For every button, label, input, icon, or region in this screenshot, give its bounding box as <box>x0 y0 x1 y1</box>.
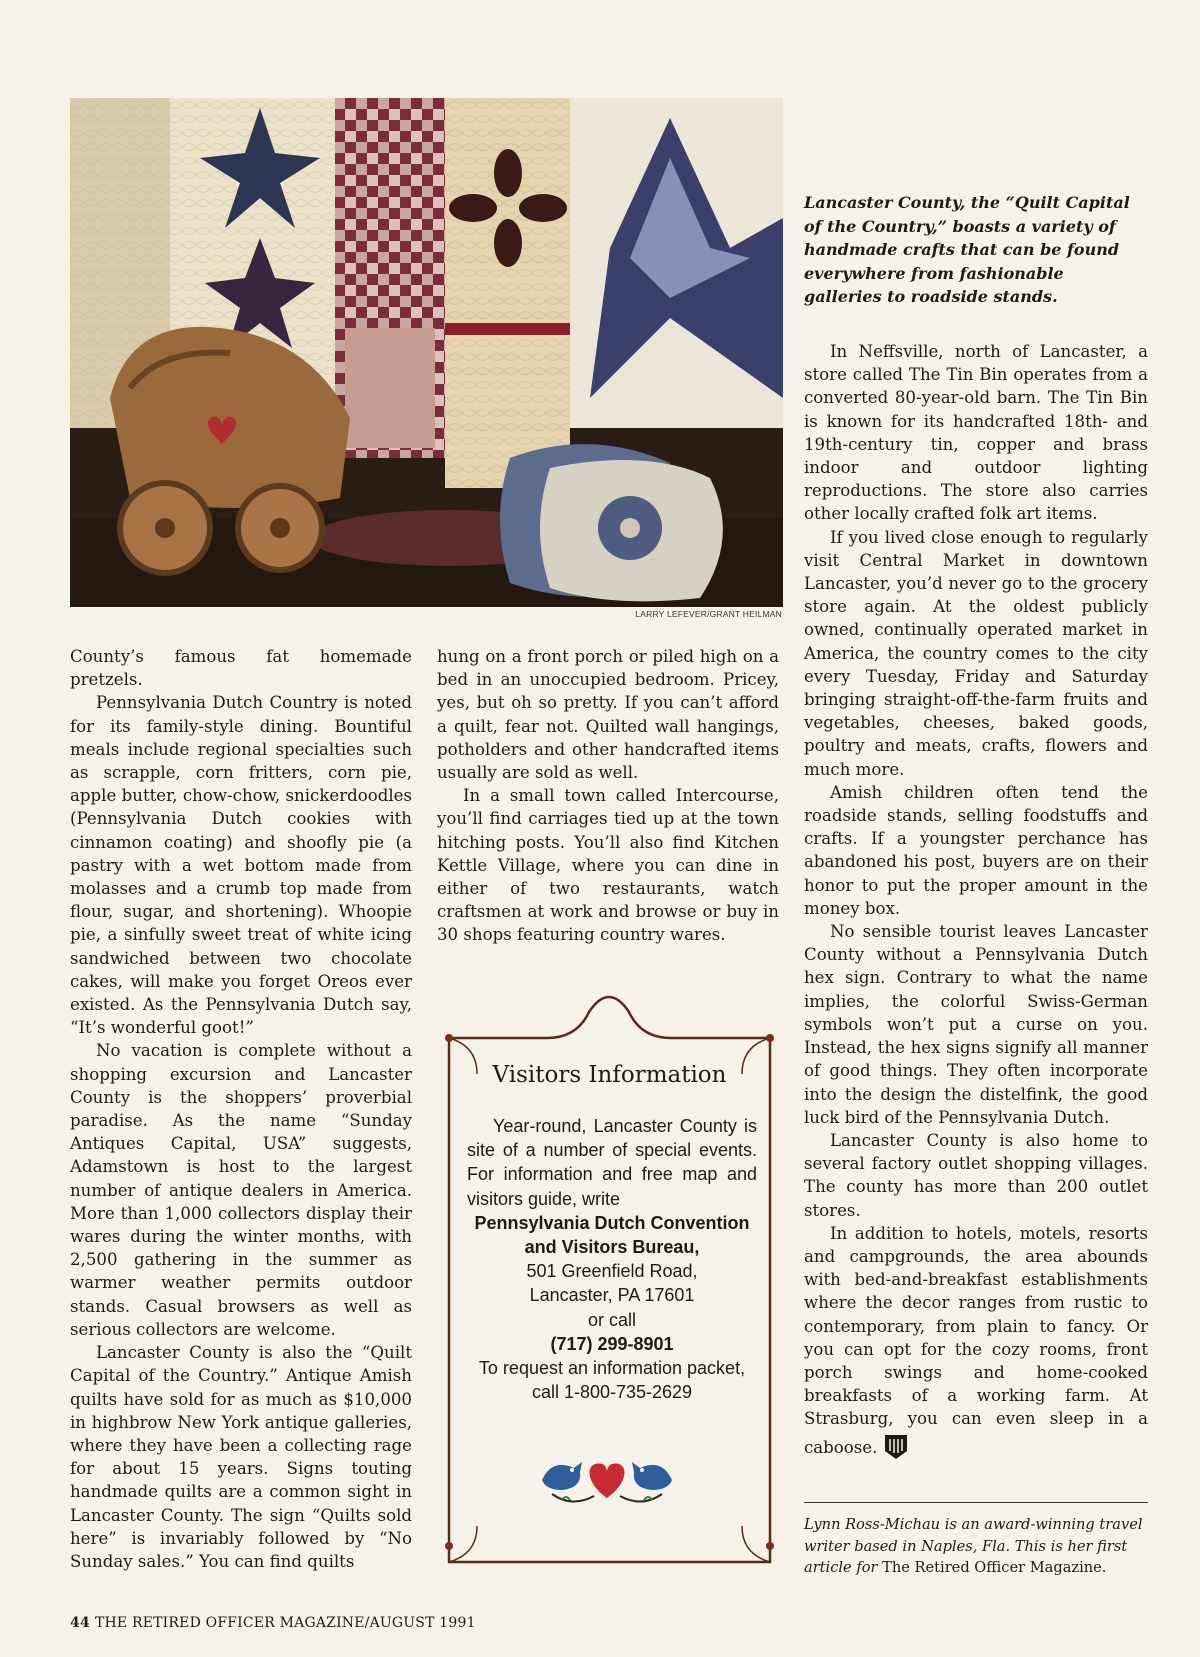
paragraph: hung on a front porch or piled high on a bed in an unoccupied bedroom. Pricey, yes, but oh so pretty. If you can’t afford a quilt, fear not. Quilted wall hangings, potholders and other handcrafted items usually are sold as well. <box>437 647 779 783</box>
visitors-request: To request an information packet, call 1-800-735-2629 <box>478 1358 746 1403</box>
quilts-illustration <box>70 98 783 607</box>
page-footer <box>70 1615 476 1631</box>
visitors-address-line-1: 501 Greenfield Road, <box>526 1261 698 1282</box>
article-column-3 <box>804 340 1148 1461</box>
end-mark-icon <box>883 1431 909 1461</box>
publication-title: THE RETIRED OFFICER MAGAZINE/AUGUST 1991 <box>94 1615 476 1631</box>
paragraph: Pennsylvania Dutch Country is noted for its family-style dining. Bountiful meals include regional specialties such as scrapple, corn fritters, corn pie, apple butter, chow-chow, snickerdoodles (Pennsylvania Dutch cookies with cinnamon coating) and shoofly pie (a pastry with a wet bottom made from molasses and a crumb top made from flour, sugar, and shortening). Whoopie pie, a sinfully sweet treat of white icing sandwiched between two chocolate cakes, will make you forget Oreos ever existed. As the Pennsylvania Dutch say, “It’s wonderful goot!” <box>70 693 412 1038</box>
paragraph: In Neffsville, north of Lancaster, a store called The Tin Bin operates from a converted 80-year-old barn. The Tin Bin is known for its handcrafted 18th- and 19th-century tin, copper and brass indoor and outdoor lighting reproductions. The store also carries other locally crafted folk art items. <box>804 342 1148 524</box>
author-bio <box>804 1514 1148 1579</box>
article-column-2 <box>437 645 779 947</box>
paragraph: No sensible tourist leaves Lancaster County without a Pennsylvania Dutch hex sign. Contrary to what the name implies, the colorful Swiss-German symbols won’t put a curse on you. Instead, the hex signs signify all manner of good things. They often incorporate into the design the distelfink, the good luck bird of the Pennsylvania Dutch. <box>804 922 1148 1127</box>
visitors-organization: Pennsylvania Dutch Convention and Visitors Bureau, <box>474 1212 750 1258</box>
bio-divider <box>804 1502 1148 1503</box>
paragraph: No vacation is complete without a shopping excursion and Lancaster County is the shoppers’ proverbial paradise. As the name “Sunday Antiques Capital, USA” suggests, Adamstown is host to the largest number of antique dealers in America. More than 1,000 collectors display their wares during the winter months, with 2,500 gathering in the summer as warmer weather permits outdoor stands. Casual browsers as well as serious collectors are welcome. <box>70 1041 412 1339</box>
article-column-1 <box>70 645 412 1573</box>
paragraph: Lancaster County is also home to several factory outlet shopping villages. The county has more than 200 outlet stores. <box>804 1130 1148 1220</box>
paragraph: Lancaster County is also the “Quilt Capital of the Country.” Antique Amish quilts have sold for as much as $10,000 in highbrow New York antique galleries, where they have been a collecting rage for about 15 years. Signs touting handmade quilts are a common sight in Lancaster County. The sign “Quilts sold here” is invariably followed by “No Sunday sales.” You can find quilts <box>70 1343 412 1571</box>
paragraph: If you lived close enough to regularly visit Central Market in downtown Lancaster, you’d never go to the grocery store again. At the oldest publicly owned, continually operated market in America, the country comes to the city every Tuesday, Friday and Saturday bringing straight-off-the-farm fruits and vegetables, cheeses, baked goods, poultry and meats, crafts, flowers and much more. <box>804 527 1148 779</box>
paragraph-text: In addition to hotels, motels, resorts and campgrounds, the area abounds with bed-and-breakfast establishments where the decor ranges from rustic to contemporary, from plain to fancy. Or you can opt for the cozy rooms, front porch swings and home-cooked breakfasts of a working farm. At Strasburg, you can even sleep in a caboose. <box>804 1223 1148 1457</box>
heart-birds-icon <box>532 1450 682 1510</box>
visitors-or-call: or call <box>587 1309 636 1330</box>
bio-publication: The Retired Officer Magazine. <box>882 1559 1107 1576</box>
photo-credit: LARRY LEFEVER/GRANT HEILMAN <box>635 609 782 619</box>
bio-text: Lynn Ross-Michau is an award-winning travel writer based in Naples, Fla. This is her first article for <box>804 1516 1143 1576</box>
visitors-phone: (717) 299-8901 <box>550 1333 674 1354</box>
quilts-photo <box>70 98 783 607</box>
visitors-intro: Year-round, Lancaster County is site of a number of special events. For information and free map and visitors guide, write <box>467 1116 757 1209</box>
paragraph: In a small town called Intercourse, you’ll find carriages tied up at the town hitching posts. You’ll also find Kitchen Kettle Village, where you can dine in either of two restaurants, watch craftsmen at work and browse or buy in 30 shops featuring country wares. <box>437 786 779 945</box>
paragraph <box>804 1222 1148 1461</box>
visitors-address-line-2: Lancaster, PA 17601 <box>529 1285 695 1306</box>
page-number: 44 <box>70 1615 90 1631</box>
photo-caption: Lancaster County, the “Quilt Capital of the Country,” boasts a variety of handmade crafts that can be found everywhere from fashionable galleries to roadside stands. <box>804 193 1130 306</box>
paragraph: County’s famous fat homemade pretzels. <box>70 647 412 690</box>
visitors-title: Visitors Information <box>492 1062 727 1088</box>
paragraph: Amish children often tend the roadside stands, selling foodstuffs and crafts. If a youngster perchance has abandoned his post, buyers are on their honor to put the proper amount in the money box. <box>804 782 1148 918</box>
visitors-body <box>467 1114 757 1404</box>
visitors-information-box <box>437 990 782 1570</box>
